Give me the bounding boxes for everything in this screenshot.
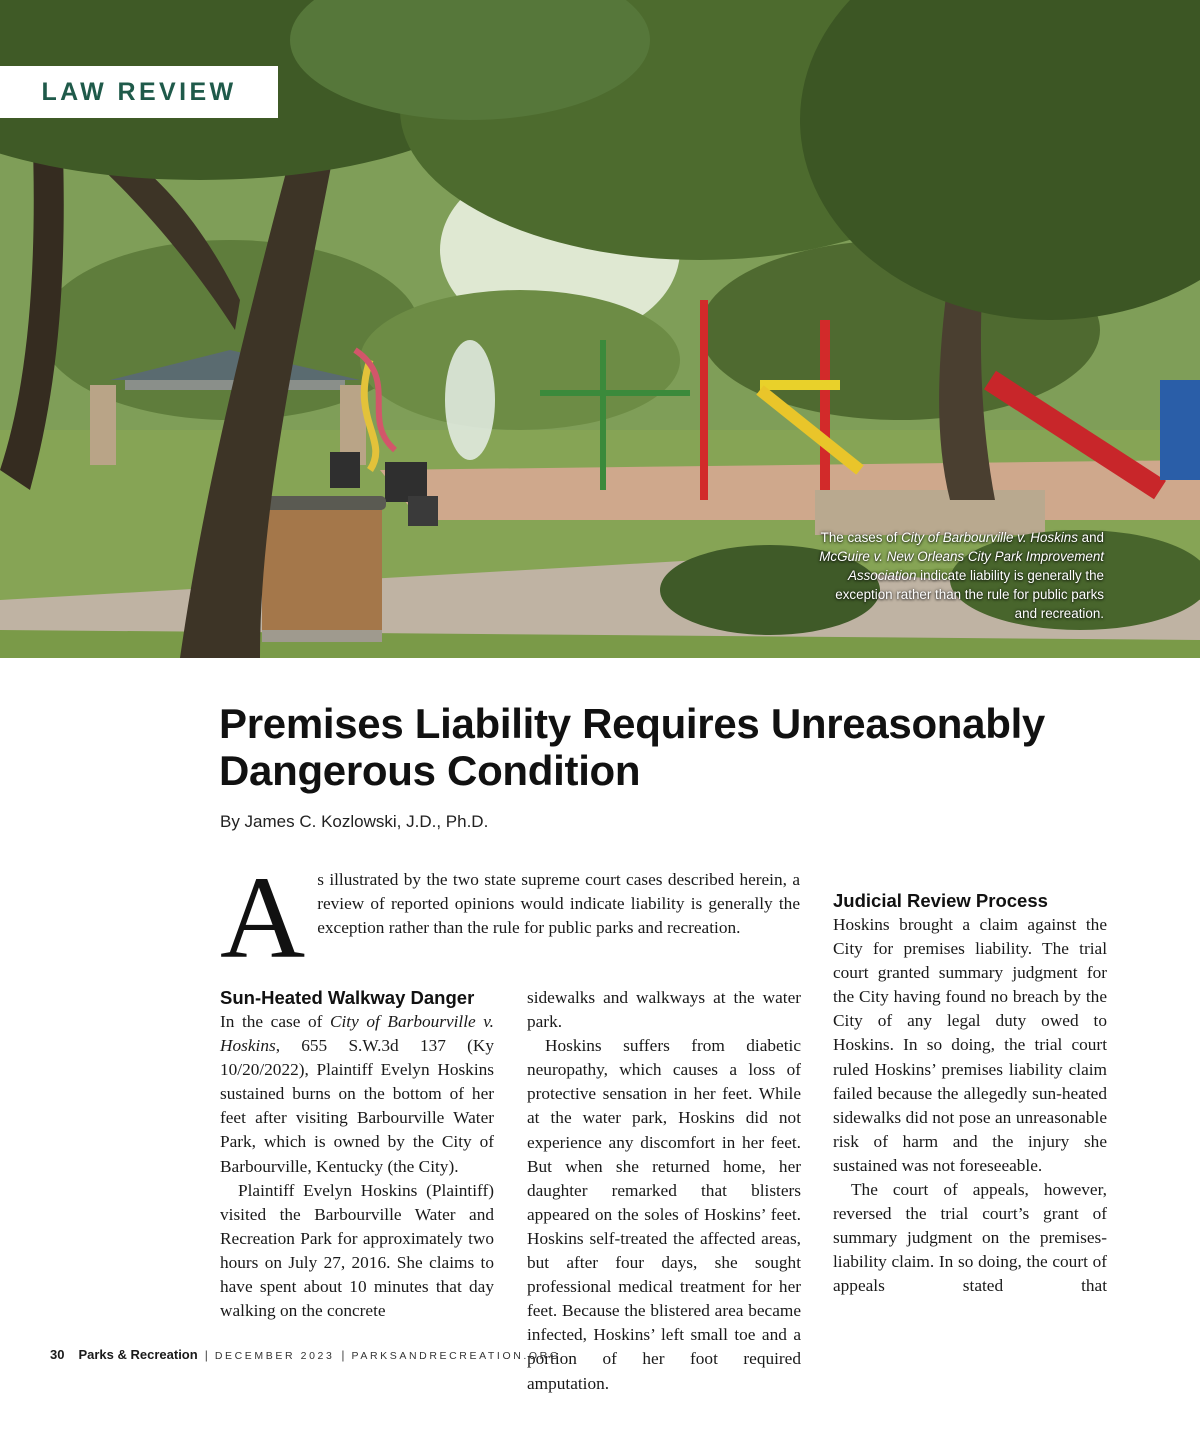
paragraph: In the case of City of Barbourville v. Hoskins, 655 S.W.3d 137 (Ky 10/20/2022), Plaintiff Evelyn Hoskins sustained burns on the bottom of her feet after visiting Barbourville Water Park, which is owned by the City of Barbourville, Kentucky (the City). bbox=[220, 1012, 494, 1176]
page-footer bbox=[50, 1347, 561, 1362]
section-heading-sun-heated: Sun-Heated Walkway Danger bbox=[220, 987, 475, 1008]
photo-caption: The cases of City of Barbourville v. Hoskins and McGuire v. New Orleans City Park Improvement Association indicate liability is generally the exception rather than the rule for public parks and recreation. bbox=[819, 530, 1104, 621]
paragraph: Plaintiff Evelyn Hoskins (Plaintiff) visited the Barbourville Water and Recreation Park for approximately two hours on July 27, 2016. She claims to have spent about 10 minutes that day walking on the concrete bbox=[220, 1180, 494, 1321]
column-2 bbox=[527, 986, 801, 1396]
paragraph: Hoskins brought a claim against the City for premises liability. The trial court granted summary judgment for the City having found no breach by the City of any legal duty owed to Hoskins. In so doing, the trial court ruled Hoskins’ premises liability claim failed because the allegedly sun-heated sidewalks did not pose an unreasonable risk of harm and the injury she sustained was not foreseeable. bbox=[833, 915, 1107, 1175]
magazine-name: Parks & Recreation bbox=[78, 1347, 198, 1362]
page-number: 30 bbox=[50, 1347, 65, 1362]
section-tag: LAW REVIEW bbox=[0, 66, 278, 118]
drop-cap: A bbox=[220, 852, 306, 983]
intro-paragraph: As illustrated by the two state supreme court cases described herein, a review of reported opinions would indicate liability is generally the exception rather than the rule for public parks and recreation. bbox=[220, 852, 800, 983]
section-heading-judicial-review: Judicial Review Process bbox=[833, 890, 1048, 911]
website: PARKSANDRECREATION.ORG bbox=[351, 1350, 561, 1362]
column-1 bbox=[220, 986, 494, 1323]
byline: By James C. Kozlowski, J.D., Ph.D. bbox=[220, 812, 489, 831]
paragraph: Hoskins suffers from diabetic neuropathy, which causes a loss of protective sensation in her feet. While at the water park, Hoskins did not experience any discomfort in her feet. But when she returned home, her daughter remarked that blisters appeared on the soles of Hoskins’ feet. Hoskins self-treated the affected areas, but after four days, she sought professional medical treatment for her feet. Because the blistered area became infected, Hoskins’ left small toe and a portion of her foot required amputation. bbox=[527, 1036, 801, 1393]
separator: | bbox=[204, 1348, 208, 1362]
hero-photo bbox=[0, 0, 1200, 658]
issue-date: DECEMBER 2023 bbox=[214, 1350, 335, 1362]
paragraph: sidewalks and walkways at the water park. bbox=[527, 988, 801, 1032]
separator: | bbox=[341, 1348, 345, 1362]
article-title: Premises Liability Requires Unreasonably Dangerous Condition bbox=[219, 700, 1045, 794]
paragraph: The court of appeals, however, reversed the trial court’s grant of summary judgment on the premises-liability claim. In so doing, the court of appeals stated that bbox=[833, 1180, 1107, 1296]
column-3 bbox=[833, 867, 1107, 1299]
